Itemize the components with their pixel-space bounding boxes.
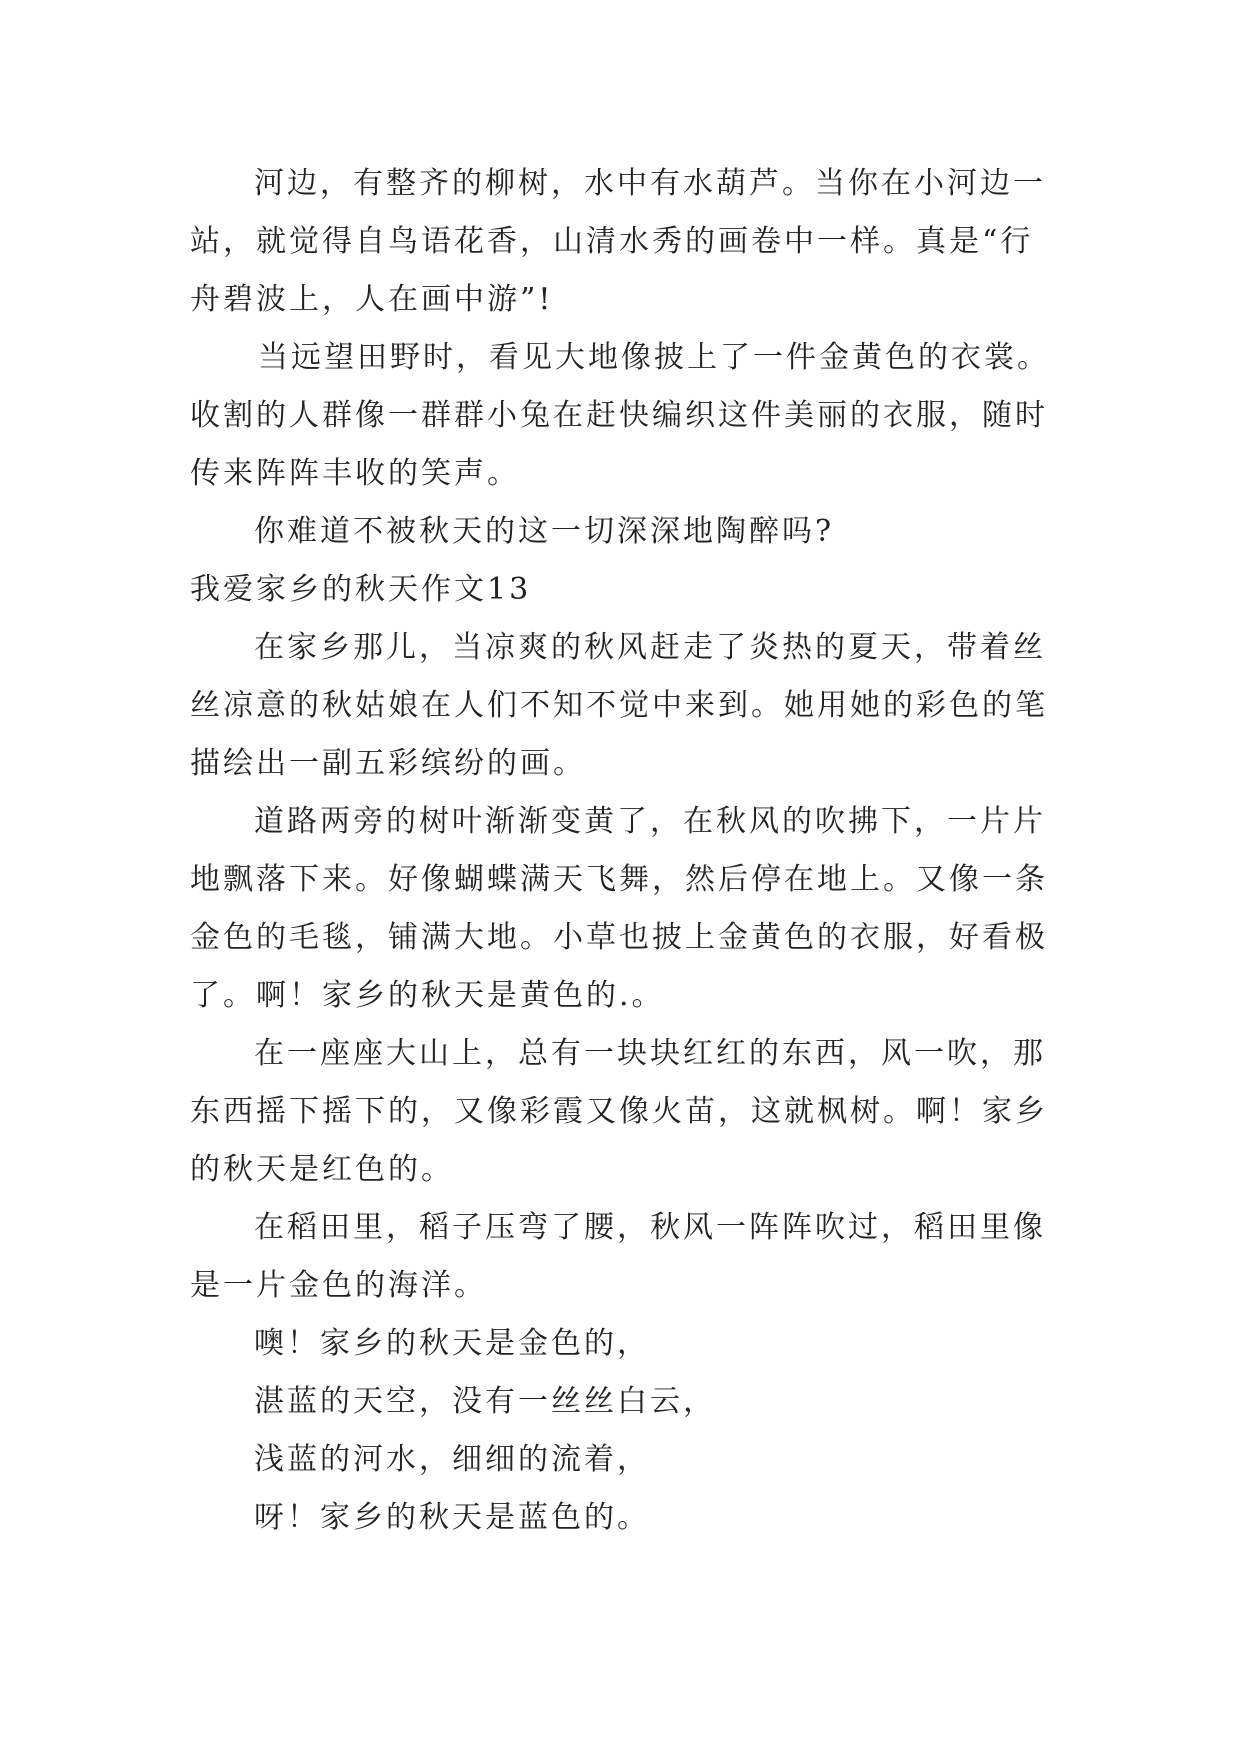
text-line: 当远望田野时，看见大地像披上了一件金黄色的衣裳。 (258, 340, 1050, 375)
text-line: 的秋天是红色的。 (190, 1152, 454, 1187)
text-line: 是一片金色的海洋。 (190, 1268, 487, 1303)
text-line: 传来阵阵丰收的笑声。 (190, 456, 520, 491)
text-line: 站，就觉得自鸟语花香，山清水秀的画卷中一样。真是“行 (190, 224, 1034, 259)
section-heading: 我爱家乡的秋天作文13 (190, 572, 532, 607)
text-line: 丝凉意的秋姑娘在人们不知不觉中来到。她用她的彩色的笔 (190, 688, 1048, 723)
text-line: 河边，有整齐的柳树，水中有水葫芦。当你在小河边一 (254, 166, 1046, 201)
text-line: 在一座座大山上，总有一块块红红的东西，风一吹，那 (254, 1036, 1046, 1071)
text-line: 噢！家乡的秋天是金色的， (254, 1326, 650, 1361)
text-line: 在家乡那儿，当凉爽的秋风赶走了炎热的夏天，带着丝 (254, 630, 1046, 665)
text-line: 你难道不被秋天的这一切深深地陶醉吗? (254, 514, 835, 549)
text-line: 金色的毛毯，铺满大地。小草也披上金黄色的衣服，好看极 (190, 920, 1048, 955)
document-body (190, 155, 1070, 1547)
text-line: 收割的人群像一群群小兔在赶快编织这件美丽的衣服，随时 (190, 398, 1048, 433)
text-line: 呀！家乡的秋天是蓝色的。 (254, 1500, 650, 1535)
text-line: 湛蓝的天空，没有一丝丝白云， (254, 1384, 716, 1419)
text-line: 了。啊！家乡的秋天是黄色的.。 (190, 978, 665, 1013)
text-line: 道路两旁的树叶渐渐变黄了，在秋风的吹拂下，一片片 (254, 804, 1046, 839)
text-line: 地飘落下来。好像蝴蝶满天飞舞，然后停在地上。又像一条 (190, 862, 1048, 897)
text-line: 舟碧波上，人在画中游”! (190, 282, 554, 317)
text-line: 东西摇下摇下的，又像彩霞又像火苗，这就枫树。啊！家乡 (190, 1094, 1048, 1129)
text-line: 在稻田里，稻子压弯了腰，秋风一阵阵吹过，稻田里像 (254, 1210, 1046, 1245)
text-line: 浅蓝的河水，细细的流着， (254, 1442, 650, 1477)
text-line: 描绘出一副五彩缤纷的画。 (190, 746, 586, 781)
